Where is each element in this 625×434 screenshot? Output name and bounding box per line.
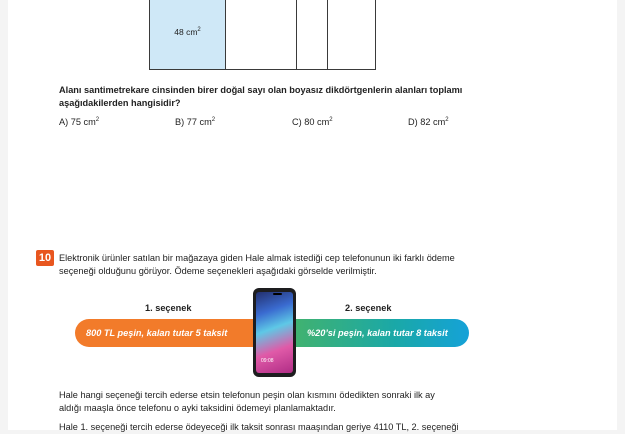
option-2-title: 2. seçenek	[345, 303, 392, 313]
phone-notch	[273, 293, 282, 295]
option-2-text: %20’si peşin, kalan tutar 8 taksit	[307, 328, 448, 338]
worksheet-page	[8, 0, 617, 430]
intro-line-2: seçeneği olduğunu görüyor. Ödeme seçenekleri aşağıdaki görselde verilmiştir.	[59, 266, 377, 276]
question-10-paragraph-3	[59, 421, 459, 434]
intro-line-1: Elektronik ürünler satılan bir mağazaya giden Hale almak istediği cep telefonunun iki farklı ödeme	[59, 253, 455, 263]
phone-time: 09:08	[261, 358, 274, 364]
question-10-intro	[59, 252, 455, 278]
option-2-bar	[286, 319, 469, 347]
question-9-line-1: Alanı santimetrekare cinsinden birer doğal sayı olan boyasız dikdörtgenlerin alanları toplamı	[59, 85, 463, 95]
smartphone-icon	[253, 288, 296, 377]
option-1-title: 1. seçenek	[145, 303, 192, 313]
option-1-bar	[75, 319, 263, 347]
shaded-rectangle	[149, 0, 226, 70]
option-b[interactable]: B) 77 $cm^2$	[175, 117, 216, 127]
option-a[interactable]: A) 75 $cm^2$	[59, 117, 100, 127]
shaded-rectangle-label: 48 $cm^2$	[174, 27, 201, 37]
question-number-badge: 10	[36, 250, 54, 266]
question-10-paragraph-2	[59, 389, 435, 415]
para2-line-2: aldığı maaşla önce telefonu o ayki taksidini ödemeyi planlamaktadır.	[59, 403, 336, 413]
para2-line-1: Hale hangi seçeneği tercih ederse etsin telefonun peşin olan kısmını ödedikten sonraki ilk ay	[59, 390, 435, 400]
unpainted-rectangle-2	[296, 0, 328, 70]
rectangles-figure	[149, 0, 376, 71]
option-1-text: 800 TL peşin, kalan tutar 5 taksit	[86, 328, 228, 338]
option-c[interactable]: C) 80 $cm^2$	[292, 117, 333, 127]
unpainted-rectangle-3	[327, 0, 376, 70]
unpainted-rectangle-1	[225, 0, 297, 70]
question-9-line-2: aşağıdakilerden hangisidir?	[59, 98, 181, 108]
question-9-text	[59, 84, 462, 110]
phone-screen	[256, 292, 293, 373]
option-d[interactable]: D) 82 $cm^2$	[408, 117, 449, 127]
para3-line-1: Hale 1. seçeneği tercih ederse ödeyeceği ilk taksit sonrası maaşından geriye 4110 TL, 2. seçeneği	[59, 422, 459, 432]
